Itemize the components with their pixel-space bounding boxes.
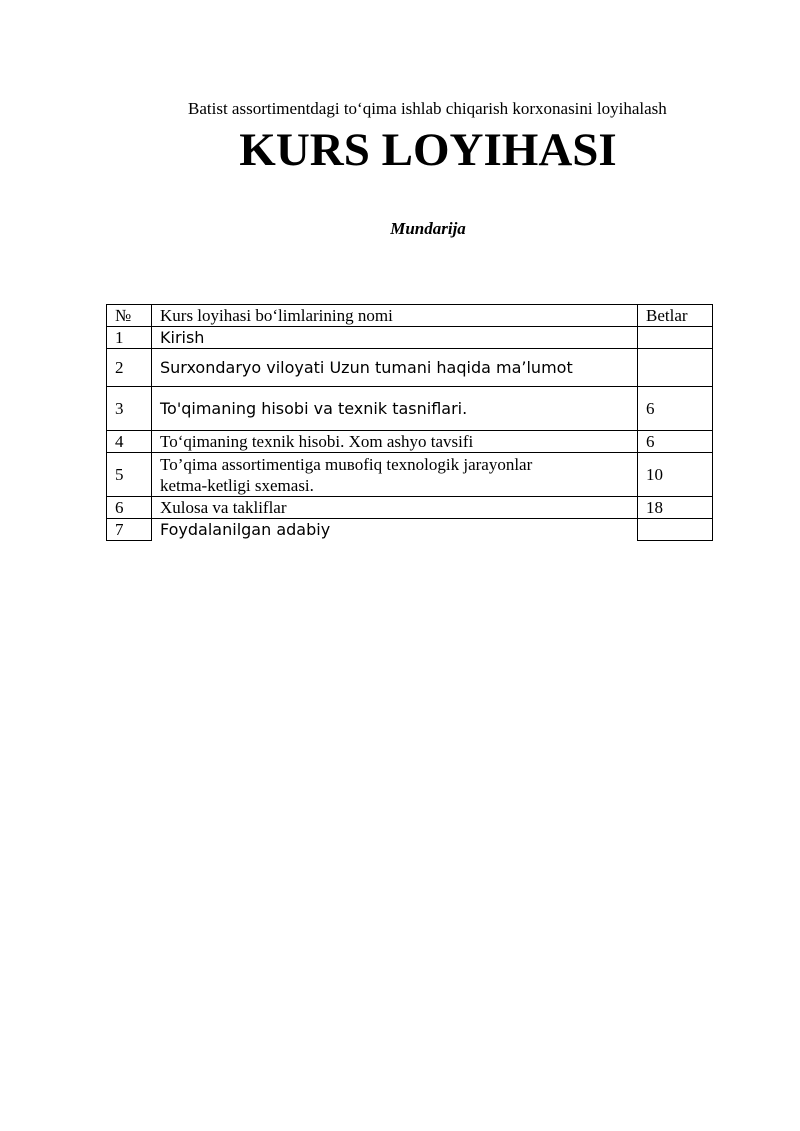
table-row bbox=[107, 431, 713, 453]
table-row bbox=[107, 453, 713, 497]
row-section-name-line-1: To’qima assortimentiga muвofiq texnologik jarayonlar bbox=[160, 454, 533, 474]
row-page: 18 bbox=[638, 497, 713, 519]
row-section-name: To‘qimaning texnik hisobi. Xom ashyo tavsifi bbox=[152, 431, 638, 453]
row-number: 5 bbox=[107, 453, 152, 497]
table-row bbox=[107, 349, 713, 387]
column-header-pages: Betlar bbox=[638, 305, 713, 327]
table-row bbox=[107, 387, 713, 431]
toc-heading: Mundarija bbox=[390, 219, 466, 238]
row-page: 6 bbox=[638, 431, 713, 453]
document-subtitle: Batist assortimentdagi to‘qima ishlab chiqarish korxonasini loyihalash bbox=[188, 99, 667, 118]
row-section-name: Foydalanilgan adabiy bbox=[152, 519, 638, 541]
row-page bbox=[638, 519, 713, 541]
row-section-name: Kirish bbox=[152, 327, 638, 349]
table-row bbox=[107, 497, 713, 519]
row-section-name: Surxondaryo viloyati Uzun tumani haqida ma’lumot bbox=[152, 349, 638, 387]
row-number: 2 bbox=[107, 349, 152, 387]
row-section-name: Xulosa va takliflar bbox=[152, 497, 638, 519]
row-section-name-line-2: ketma-ketligi sxemasi. bbox=[160, 475, 314, 495]
table-row bbox=[107, 519, 713, 541]
row-page: 6 bbox=[638, 387, 713, 431]
row-number: 7 bbox=[107, 519, 152, 541]
row-number: 1 bbox=[107, 327, 152, 349]
row-number: 3 bbox=[107, 387, 152, 431]
document-title: KURS LOYIHASI bbox=[239, 124, 617, 176]
row-page bbox=[638, 327, 713, 349]
row-number: 4 bbox=[107, 431, 152, 453]
table-row bbox=[107, 327, 713, 349]
row-number: 6 bbox=[107, 497, 152, 519]
column-header-section-name: Kurs loyihasi bo‘limlarining nomi bbox=[152, 305, 638, 327]
row-page: 10 bbox=[638, 453, 713, 497]
toc-table bbox=[106, 304, 713, 541]
row-page bbox=[638, 349, 713, 387]
toc-header-row bbox=[107, 305, 713, 327]
row-section-name bbox=[152, 453, 638, 497]
row-section-name: To'qimaning hisobi va texnik tasniflari. bbox=[152, 387, 638, 431]
column-header-number: № bbox=[107, 305, 152, 327]
